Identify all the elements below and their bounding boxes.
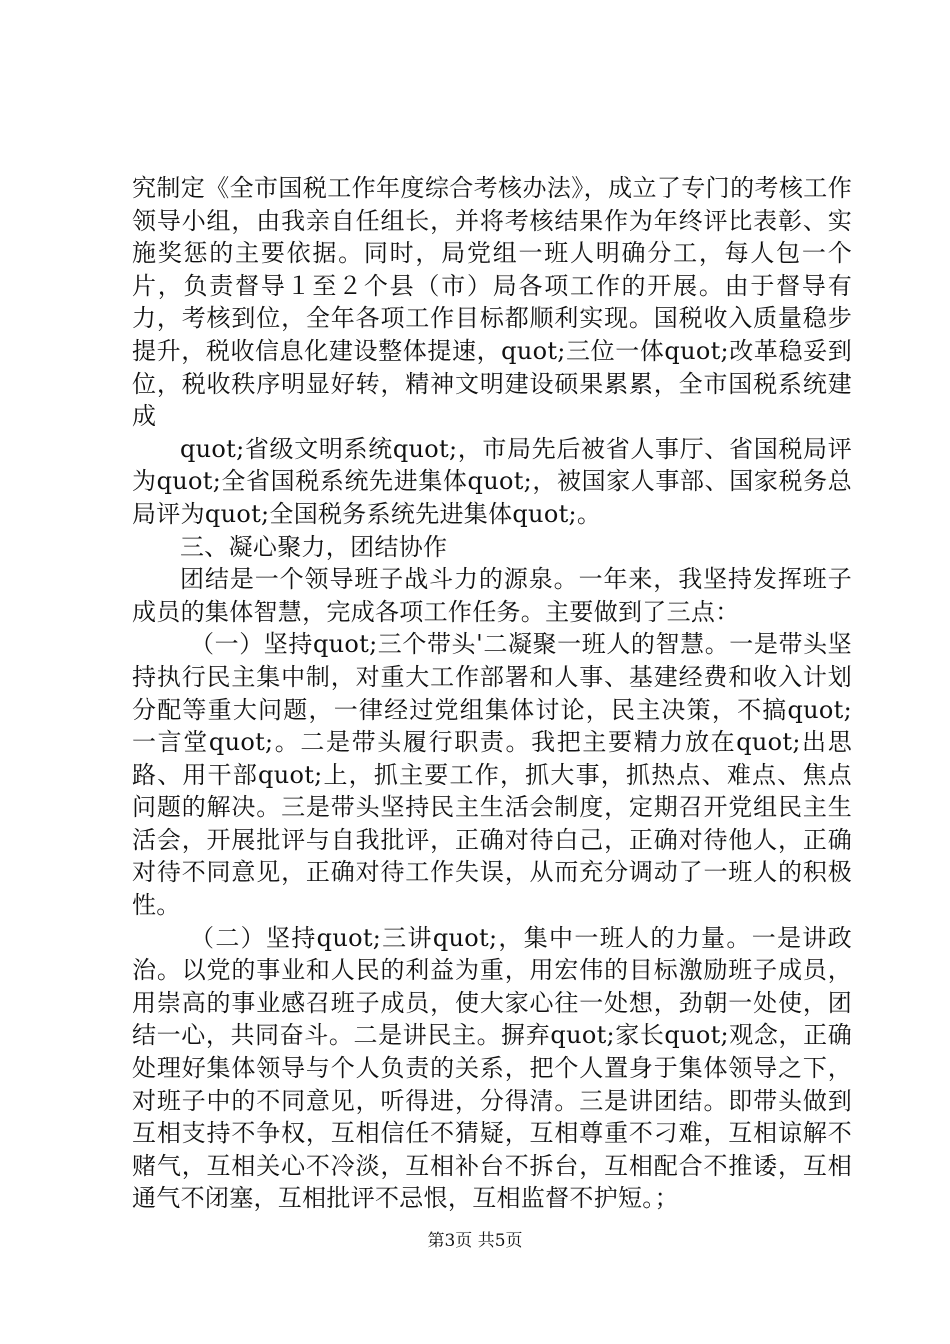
- paragraph: （一）坚持quot;三个带头'二凝聚一班人的智慧。一是带头坚持执行民主集中制，对重大工作部署和人事、基建经费和收入计划分配等重大问题，一律经过党组集体讨论，民主决策，不搞quot;一言堂quot;。二是带头履行职责。我把主要精力放在quot;出思路、用干部quot;上，抓主要工作，抓大事，抓热点、难点、焦点问题的解决。三是带头坚持民主生活会制度，定期召开党组民主生活会，开展批评与自我批评，正确对待白己，正确对待他人，正确对待不同意见，正确对待工作失误，从而充分调动了一班人的积极性。: [132, 630, 852, 920]
- document-body: [132, 172, 852, 1215]
- page-footer: 第3页 共5页: [427, 1231, 523, 1251]
- paragraph-continued: 究制定《全市国税工作年度综合考核办法》，成立了专门的考核工作领导小组，由我亲自任组长，并将考核结果作为年终评比表彰、实施奖惩的主要依据。同时，局党组一班人明确分工，每人包一个片，负责督导１至２个县（市）局各项工作的开展。由于督导有力，考核到位，全年各项工作目标都顺利实现。国税收入质量稳步提升，税收信息化建设整体提速，quot;三位一体quot;改革稳妥到位，税收秩序明显好转，精神文明建设硕果累累，全市国税系统建成: [132, 174, 852, 431]
- section-heading: 三、凝心聚力，团结协作: [180, 532, 448, 561]
- paragraph: 团结是一个领导班子战斗力的源泉。一年来，我坚持发挥班子成员的集体智慧，完成各项工作任务。主要做到了三点：: [132, 565, 852, 626]
- paragraph: quot;省级文明系统quot;，市局先后被省人事厅、省国税局评为quot;全省国税系统先进集体quot;，被国家人事部、国家税务总局评为quot;全国税务系统先进集体quot;。: [132, 434, 852, 528]
- paragraph: （二）坚持quot;三讲quot;，集中一班人的力量。一是讲政治。以党的事业和人民的利益为重，用宏伟的目标激励班子成员，用崇高的事业感召班子成员，使大家心往一处想，劲朝一处使，团结一心，共同奋斗。二是讲民主。摒弃quot;家长quot;观念，正确处理好集体领导与个人负责的关系，把个人置身于集体领导之下，对班子中的不同意见，听得进，分得清。三是讲团结。即带头做到互相支持不争权，互相信任不猜疑，互相尊重不刁难，互相谅解不赌气，互相关心不冷淡，互相补台不拆台，互相配合不推诿，互相通气不闭塞，互相批评不忌恨，互相监督不护短。；: [132, 923, 852, 1213]
